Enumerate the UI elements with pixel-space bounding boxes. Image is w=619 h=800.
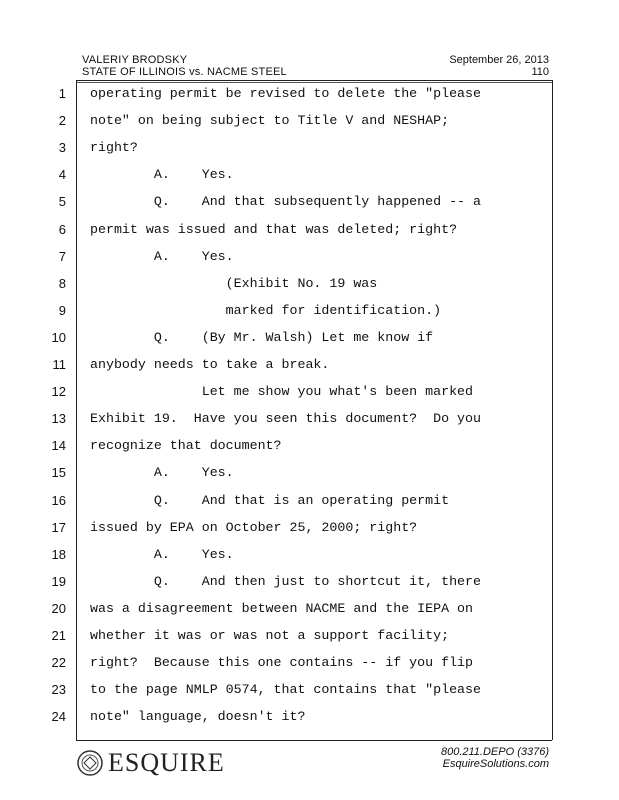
transcript-line [0,493,619,520]
line-text: A. Yes. [90,465,234,481]
footer-contact [441,746,549,770]
line-text: Exhibit 19. Have you seen this document? Do you [90,411,481,427]
line-text: marked for identification.) [90,302,442,318]
line-text: issued by EPA on October 25, 2000; right? [90,519,418,535]
line-number: 23 [51,682,66,698]
line-text: right? [90,140,138,156]
line-text: permit was issued and that was deleted; right? [90,221,458,237]
line-number: 12 [51,384,66,400]
transcript-line [0,330,619,357]
line-text: Q. And that subsequently happened -- a [90,194,481,210]
transcript-line [0,113,619,140]
line-number: 6 [58,221,66,237]
transcript-line [0,86,619,113]
transcript-line [0,249,619,276]
transcript-line [0,438,619,465]
line-text: operating permit be revised to delete the "please [90,86,481,101]
transcript-line [0,167,619,194]
page-number: 110 [531,66,549,78]
line-text: A. Yes. [90,546,234,562]
transcript-line [0,303,619,330]
transcript-line [0,222,619,249]
frame-top-rule [76,80,552,81]
line-text: recognize that document? [90,438,282,454]
line-number: 16 [51,492,66,508]
line-number: 11 [52,357,66,372]
deposition-date: September 26, 2013 [449,54,549,66]
line-number: 20 [51,600,66,616]
line-number: 18 [51,546,66,562]
transcript-line [0,709,619,736]
esquire-logo [76,748,225,778]
line-number: 15 [51,465,66,481]
line-text: A. Yes. [90,248,234,264]
frame-top-rule-inner [76,82,552,83]
line-number: 13 [51,411,66,427]
line-number: 21 [51,628,66,643]
frame-bottom-rule [76,740,552,741]
line-number: 10 [51,329,66,345]
transcript-line [0,357,619,384]
transcript-line [0,628,619,655]
transcript-line [0,574,619,601]
line-text: (Exhibit No. 19 was [90,275,378,291]
transcript-line [0,520,619,547]
header-right [449,54,549,78]
case-title: STATE OF ILLINOIS vs. NACME STEEL [82,66,287,78]
transcript-line [0,655,619,682]
line-number: 22 [51,655,66,671]
witness-name: VALERIY BRODSKY [82,54,188,66]
transcript-line [0,276,619,303]
line-text: Q. And that is an operating permit [90,492,450,508]
line-text: note" language, doesn't it? [90,709,306,725]
transcript-line [0,384,619,411]
line-text: Q. And then just to shortcut it, there [90,573,481,589]
line-number: 24 [51,709,66,725]
line-text: A. Yes. [90,167,234,183]
transcript-line [0,140,619,167]
header-left [82,54,287,78]
line-number: 19 [51,573,66,589]
line-number: 17 [51,519,66,535]
line-number: 7 [58,248,66,264]
transcript-line [0,547,619,574]
logo-text: ESQUIRE [108,748,225,777]
line-number: 2 [58,113,66,129]
line-text: Q. (By Mr. Walsh) Let me know if [90,329,434,345]
line-number: 9 [58,302,66,318]
transcript-line [0,194,619,221]
transcript-line [0,465,619,492]
website: EsquireSolutions.com [442,758,549,770]
line-text: note" on being subject to Title V and NESHAP; [90,113,450,129]
line-text: whether it was or was not a support facility; [90,628,450,643]
line-number: 3 [58,140,66,156]
line-text: right? Because this one contains -- if you flip [90,655,474,671]
transcript-line [0,411,619,438]
line-text: Let me show you what's been marked [90,384,474,400]
seal-icon [76,749,104,777]
line-text: anybody needs to take a break. [90,357,330,372]
line-number: 8 [58,275,66,291]
line-text: to the page NMLP 0574, that contains that "please [90,682,481,698]
transcript-line [0,682,619,709]
line-number: 5 [58,194,66,210]
line-text: was a disagreement between NACME and the IEPA on [90,600,474,616]
phone-number: 800.211.DEPO (3376) [440,746,549,758]
line-number: 14 [51,438,66,454]
transcript-line [0,601,619,628]
line-number: 4 [58,167,66,183]
line-number: 1 [58,86,66,101]
